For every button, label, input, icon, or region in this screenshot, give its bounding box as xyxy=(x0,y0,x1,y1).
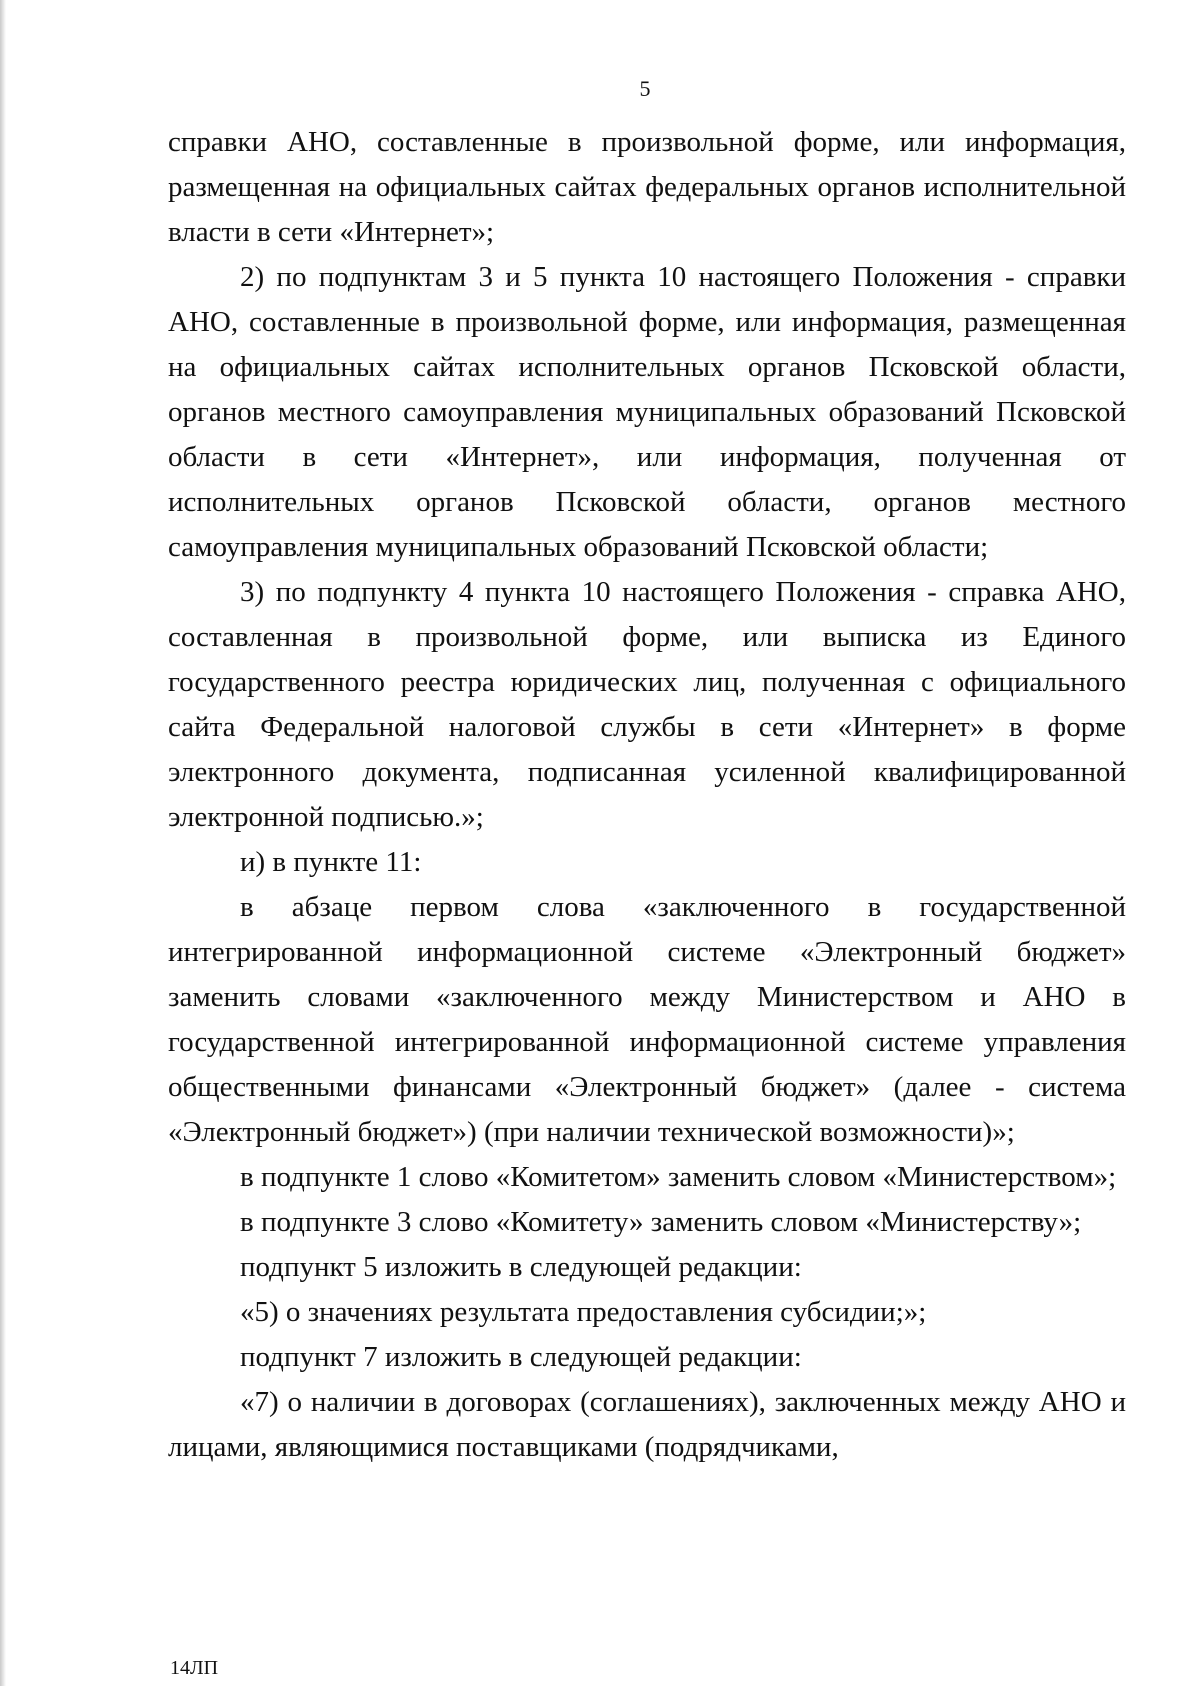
paragraph-continuation: справки АНО, составленные в произвольной форме, или информация, размещенная на официальных сайтах федеральных органов исполнительной власти в сети «Интернет»; xyxy=(168,126,1126,248)
document-body xyxy=(168,120,1126,1470)
footer-document-code: 14ЛП xyxy=(170,1657,219,1679)
paragraph-subitem-5-intro: подпункт 5 изложить в следующей редакции: xyxy=(240,1251,802,1283)
paragraph-item-3: 3) по подпункту 4 пункта 10 настоящего Положения - справка АНО, составленная в произвольной форме, или выписка из Единого государственного реестра юридических лиц, полученная с официального сайта Федеральной налоговой службы в сети «Интернет» в форме электронного документа, подписанная усиленной квалифицированной электронной подписью.»; xyxy=(168,576,1126,833)
paragraph-subitem-1: в подпункте 1 слово «Комитетом» заменить словом «Министерством»; xyxy=(240,1161,1117,1193)
paragraph-subitem-3: в подпункте 3 слово «Комитету» заменить словом «Министерству»; xyxy=(240,1206,1082,1238)
paragraph-first-abzac: в абзаце первом слова «заключенного в государственной интегрированной информационной системе «Электронный бюджет» заменить словами «заключенного между Министерством и АНО в государственной интегрированной информационной системе управления общественными финансами «Электронный бюджет» (далее - система «Электронный бюджет») (при наличии технической возможности)»; xyxy=(168,891,1126,1148)
paragraph-clause-i: и) в пункте 11: xyxy=(240,846,422,878)
scan-edge-shadow xyxy=(0,0,6,1686)
paragraph-subitem-7-intro: подпункт 7 изложить в следующей редакции: xyxy=(240,1341,802,1373)
page-number: 5 xyxy=(639,76,651,101)
paragraph-subitem-5-text: «5) о значениях результата предоставления субсидии;»; xyxy=(240,1296,927,1328)
paragraph-subitem-7-text: «7) о наличии в договорах (соглашениях), заключенных между АНО и лицами, являющимися поставщиками (подрядчиками, xyxy=(168,1386,1126,1463)
paragraph-item-2: 2) по подпунктам 3 и 5 пункта 10 настоящего Положения - справки АНО, составленные в произвольной форме, или информация, размещенная на официальных сайтах исполнительных органов Псковской области, органов местного самоуправления муниципальных образований Псковской области в сети «Интернет», или информация, полученная от исполнительных органов Псковской области, органов местного самоуправления муниципальных образований Псковской области; xyxy=(168,261,1126,563)
